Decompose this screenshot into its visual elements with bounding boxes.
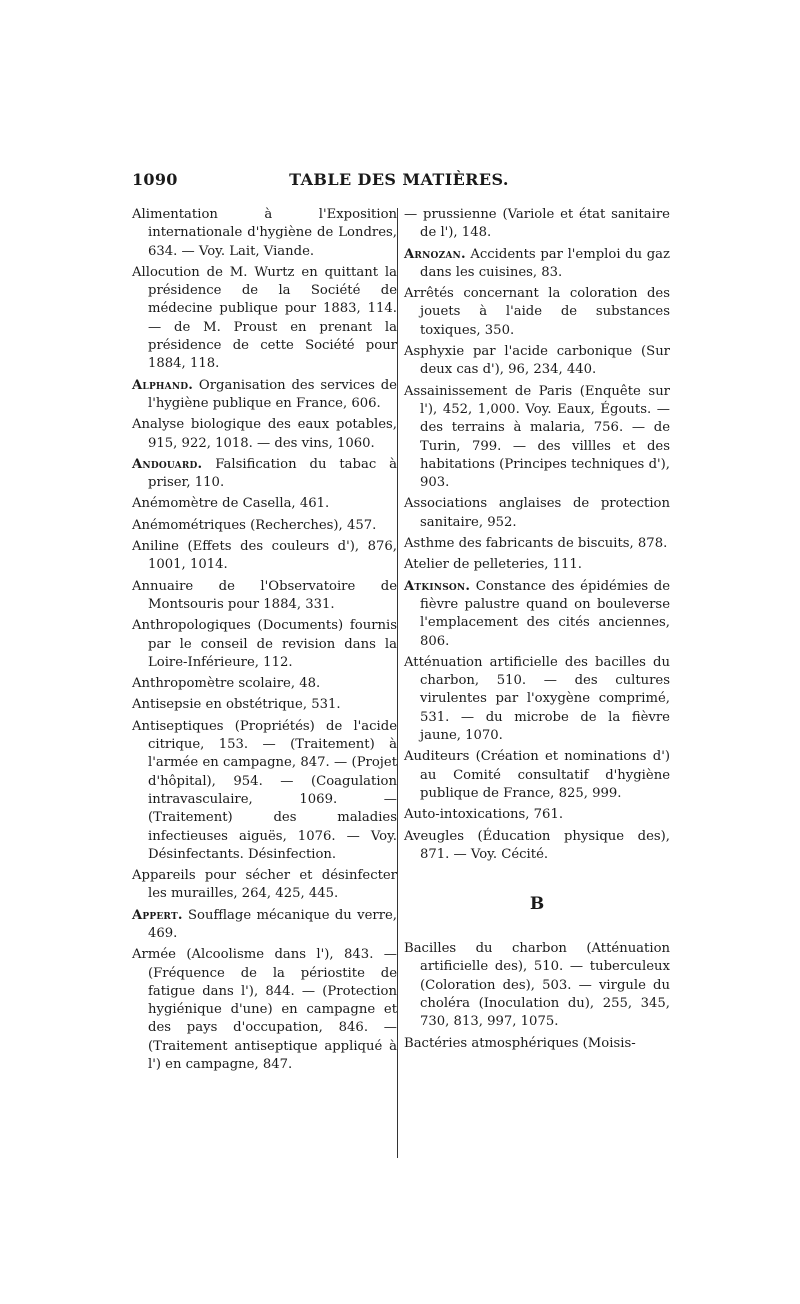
index-entry — [132, 675, 397, 693]
index-entry — [132, 617, 397, 672]
entry-text: Assainissement de Paris (Enquête sur l'), 452, 1,000. Voy. Eaux, Égouts. — des terrains à malaria, 756. — de Turin, 799. — des villles et des habitations (Principes techniques d'), 903. — [404, 383, 670, 491]
entry-text: Anthropomètre scolaire, 48. — [132, 676, 321, 692]
column-divider — [397, 208, 398, 1158]
index-entry — [404, 495, 670, 532]
index-entry — [404, 578, 670, 651]
index-entry — [132, 946, 397, 1074]
entry-text: Arrêtés concernant la coloration des jouets à l'aide de substances toxiques, 350. — [404, 286, 670, 338]
index-entry — [404, 556, 670, 574]
entry-text: Alimentation à l'Exposition internationale d'hygiène de Londres, 634. — Voy. Lait, Viande. — [132, 207, 397, 259]
entry-text: Falsification du tabac à priser, 110. — [148, 456, 397, 491]
index-entry — [404, 828, 670, 865]
entry-text: Constance des épidémies de fièvre palustre quand on bouleverse l'emplacement des cités anciennes, 806. — [420, 578, 670, 649]
index-entry — [132, 456, 397, 493]
entry-text: Organisation des services de l'hygiène publique en France, 606. — [148, 377, 397, 411]
entry-text: Atténuation artificielle des bacilles du charbon, 510. — des cultures virulentes par l'oxygène comprimé, 531. — du microbe de la fièvre jaune, 1070. — [404, 654, 670, 744]
index-entry — [132, 696, 397, 714]
index-entry — [132, 495, 397, 513]
index-entry — [404, 206, 670, 243]
index-entry — [404, 940, 670, 1031]
entry-text: Bactéries atmosphériques (Moisis- — [404, 1035, 636, 1051]
entry-text: Aniline (Effets des couleurs d'), 876, 1001, 1014. — [132, 539, 397, 573]
index-entry — [404, 246, 670, 283]
entry-text: Analyse biologique des eaux potables, 915, 922, 1018. — des vins, 1060. — [132, 417, 397, 451]
entry-text: Antiseptiques (Propriétés) de l'acide citrique, 153. — (Traitement) à l'armée en campagne, 847. — (Projet d'hôpital), 954. — (Coagulation intravasculaire, 1069. — (Traitement) des maladies infectieuses aiguës, 1076. — Voy. Désinfectants. Désinfection. — [132, 718, 397, 862]
index-entry — [132, 517, 397, 535]
entry-text: Soufflage mécanique du verre, 469. — [148, 907, 397, 941]
index-entry — [132, 264, 397, 374]
entry-text: Asthme des fabricants de biscuits, 878. — [404, 536, 668, 552]
index-entry — [132, 416, 397, 453]
index-entry — [132, 377, 397, 414]
entry-text: Armée (Alcoolisme dans l'), 843. — (Fréquence de la périostite de fatigue dans l'), 844. — (Protection hygiénique d'une) en campagne et des pays d'occupation, 846. — (Traitement antiseptique appliqué à l') en campagne, 847. — [132, 947, 397, 1073]
page-header — [132, 170, 666, 196]
index-entry — [404, 535, 670, 553]
index-entry — [132, 206, 397, 261]
index-entry — [404, 285, 670, 340]
entry-author: Arnozan. — [404, 246, 466, 262]
entry-text: Associations anglaises de protection sanitaire, 952. — [404, 496, 670, 530]
index-entry — [404, 1035, 670, 1053]
entry-author: Appert. — [132, 907, 183, 923]
index-entry — [132, 867, 397, 904]
section-letter: B — [529, 894, 545, 915]
entry-text: Anémométriques (Recherches), 457. — [132, 517, 377, 533]
index-entry — [404, 654, 670, 745]
running-title: TABLE DES MATIÈRES. — [289, 170, 509, 189]
entry-text: Asphyxie par l'acide carbonique (Sur deux cas d'), 96, 234, 440. — [404, 344, 670, 378]
index-entry — [404, 806, 670, 824]
entry-text: Auto-intoxications, 761. — [404, 807, 564, 823]
index-entry — [132, 578, 397, 615]
index-column-right — [404, 206, 670, 1056]
entry-text: Anémomètre de Casella, 461. — [132, 496, 330, 512]
index-entry — [132, 718, 397, 864]
entry-text: Allocution de M. Wurtz en quittant la présidence de la Société de médecine publique pour 1883, 114. — de M. Proust en prenant la présidence de cette Société pour 1884, 118. — [132, 264, 397, 372]
entry-text: Annuaire de l'Observatoire de Montsouris pour 1884, 331. — [132, 578, 397, 612]
index-entry — [132, 538, 397, 575]
entry-text: — prussienne (Variole et état sanitaire de l'), 148. — [404, 207, 670, 241]
entry-author: Alphand. — [132, 377, 194, 393]
entry-author: Andouard. — [132, 456, 203, 472]
entry-text: Antisepsie en obstétrique, 531. — [132, 697, 341, 713]
entry-author: Atkinson. — [404, 578, 471, 594]
entry-text: Accidents par l'emploi du gaz dans les cuisines, 83. — [420, 246, 670, 280]
entry-text: Anthropologiques (Documents) fournis par le conseil de revision dans la Loire-Inférieure, 112. — [132, 618, 397, 670]
entry-text: Bacilles du charbon (Atténuation artificielle des), 510. — tuberculeux (Coloration des), 503. — virgule du choléra (Inoculation du), 255, 345, 730, 813, 997, 1075. — [404, 941, 670, 1030]
entry-text: Auditeurs (Création et nominations d') au Comité consultatif d'hygiène publique de France, 825, 999. — [404, 749, 670, 801]
page-number: 1090 — [132, 170, 178, 189]
index-entry — [404, 748, 670, 803]
index-column-left — [132, 206, 397, 1077]
entry-text: Atelier de pelleteries, 111. — [404, 557, 582, 573]
entry-text: Aveugles (Éducation physique des), 871. — Voy. Cécité. — [404, 828, 670, 862]
entry-text: Appareils pour sécher et désinfecter les murailles, 264, 425, 445. — [132, 868, 397, 902]
index-entry — [404, 343, 670, 380]
index-entry — [404, 383, 670, 493]
index-entry — [132, 907, 397, 944]
